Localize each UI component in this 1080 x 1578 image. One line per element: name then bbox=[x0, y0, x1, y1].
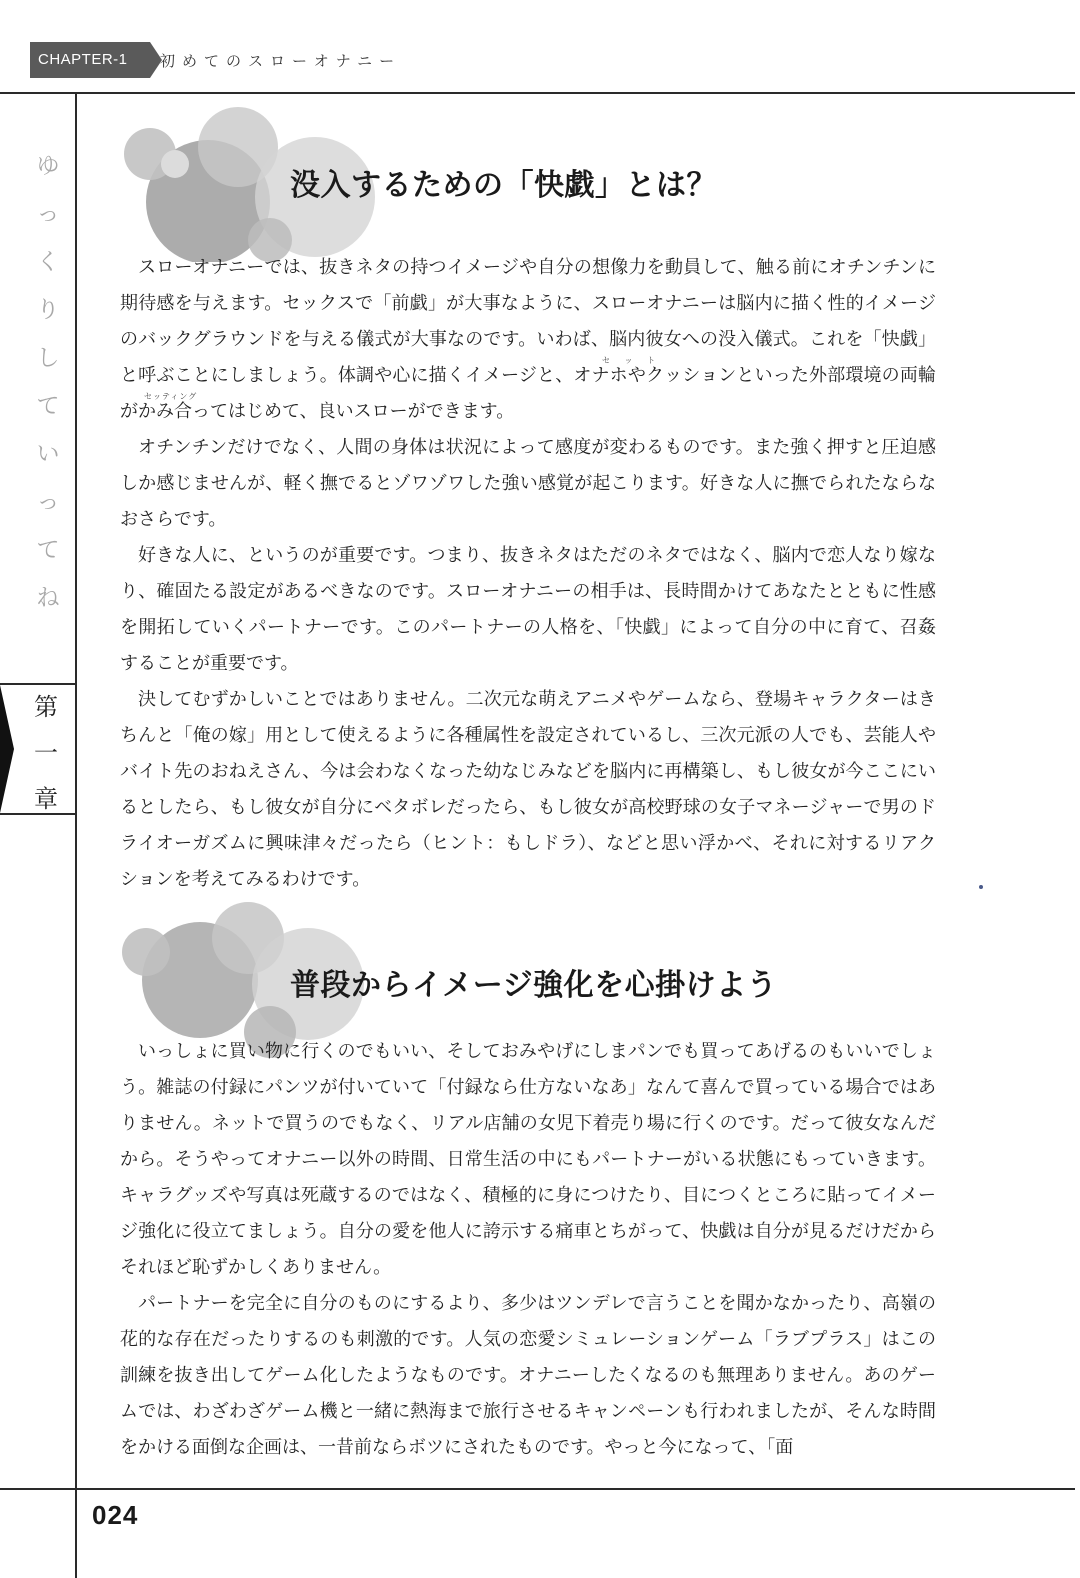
chapter-title: 初めてのスローオナニー bbox=[160, 52, 402, 70]
side-title-char: ゆ bbox=[36, 153, 60, 179]
chapter-tab: CHAPTER-1 bbox=[30, 42, 150, 78]
chapter-marker-char: 一 bbox=[34, 739, 58, 767]
side-title-char: り bbox=[36, 297, 60, 323]
side-running-title bbox=[28, 142, 68, 622]
section-heading-1 bbox=[120, 92, 920, 262]
paragraph: スローオナニーでは、抜きネタの持つイメージや自分の想像力を動員して、触る前にオチンチンに期待感を与えます。セックスで「前戯」が大事なように、スローオナニーは脳内に描く性的イメージのバックグラウンドを与える儀式が大事なのです。いわば、脳内彼女への没入儀式。これを「快戯」と呼ぶことにしましょう。体調や心に描くイメージと、オナホやクッションといった外部環境の両輪がかみ合ってはじめて、良いスローができます。 bbox=[120, 257, 936, 422]
ruby-annotation: セ ッ ト bbox=[602, 356, 662, 365]
side-title-char: く bbox=[36, 249, 60, 275]
ruby-annotation: セッティング bbox=[144, 392, 198, 401]
side-title-char: て bbox=[36, 537, 60, 563]
side-title-char: し bbox=[36, 345, 60, 371]
chapter-marker-char: 章 bbox=[34, 785, 58, 813]
paragraph: いっしょに買い物に行くのでもいい、そしておみやげにしまパンでも買ってあげるのもいいでしょう。雑誌の付録にパンツが付いていて「付録なら仕方ないなあ」なんて喜んで買っている場合ではありません。ネットで買うのでもなく、リアル店舗の女児下着売り場に行くのです。だって彼女なんだから。そうやってオナニー以外の時間、日常生活の中にもパートナーがいる状態にもっていきます。キャラグッズや写真は死蔵するのではなく、積極的に身につけたり、目につくところに貼ってイメージ強化に役立てましょう。自分の愛を他人に誇示する痛車とちがって、快戯は自分が見るだけだからそれほど恥ずかしくありません。 bbox=[120, 1041, 936, 1278]
side-title-char: い bbox=[36, 441, 60, 467]
section-title-2: 普段からイメージ強化を心掛けよう bbox=[290, 968, 778, 1003]
paragraph: 決してむずかしいことではありません。二次元な萌えアニメやゲームなら、登場キャラクターはきちんと「俺の嫁」用として使えるように各種属性を設定されているし、三次元派の人でも、芸能人やバイト先のおねえさん、今は会わなくなった幼なじみなどを脳内に再構築し、もし彼女が今ここにいるとしたら、もし彼女が自分にベタボレだったら、もし彼女が高校野球の女子マネージャーで男のドライオーガズムに興味津々だったら（ヒント：もしドラ）、などと思い浮かべ、それに対するリアクションを考えてみるわけです。 bbox=[120, 689, 936, 890]
paragraph: パートナーを完全に自分のものにするより、多少はツンデレで言うことを聞かなかったり、高嶺の花的な存在だったりするのも刺激的です。人気の恋愛シミュレーションゲーム「ラブプラス」はこの訓練を抜き出してゲーム化したようなものです。オナニーしたくなるのも無理ありません。あのゲームでは、わざわざゲーム機と一緒に熱海まで旅行させるキャンペーンも行われましたが、そんな時間をかける面倒な企画は、一昔前ならボツにされたものです。やっと今になって、「面 bbox=[120, 1293, 936, 1458]
chapter-marker-char: 第 bbox=[34, 693, 58, 721]
print-speck bbox=[979, 885, 983, 889]
side-title-char: っ bbox=[36, 489, 60, 515]
section-body-2 bbox=[120, 1034, 936, 1466]
paragraph: オチンチンだけでなく、人間の身体は状況によって感度が変わるものです。また強く押すと圧迫感しか感じませんが、軽く撫でるとゾワゾワした強い感覚が起こります。好きな人に撫でられたならなおさらです。 bbox=[120, 437, 936, 530]
page-number: 024 bbox=[92, 1500, 139, 1530]
section-title-1: 没入するための「快戯」とは？ bbox=[290, 168, 717, 203]
margin-rule bbox=[75, 92, 77, 1578]
side-title-char: ね bbox=[36, 585, 60, 611]
side-title-char: て bbox=[36, 393, 60, 419]
paragraph: 好きな人に、というのが重要です。つまり、抜きネタはただのネタではなく、脳内で恋人なり嫁なり、確固たる設定があるべきなのです。スローオナニーの相手は、長時間かけてあなたとともに性感を開拓していくパートナーです。このパートナーの人格を、「快戯」によって自分の中に育て、召姦することが重要です。 bbox=[120, 545, 936, 674]
chapter-marker-notch bbox=[0, 685, 14, 813]
section-body-1 bbox=[120, 250, 936, 898]
footer-rule bbox=[0, 1488, 1075, 1490]
chapter-marker bbox=[0, 683, 76, 815]
side-title-char: っ bbox=[36, 201, 60, 227]
